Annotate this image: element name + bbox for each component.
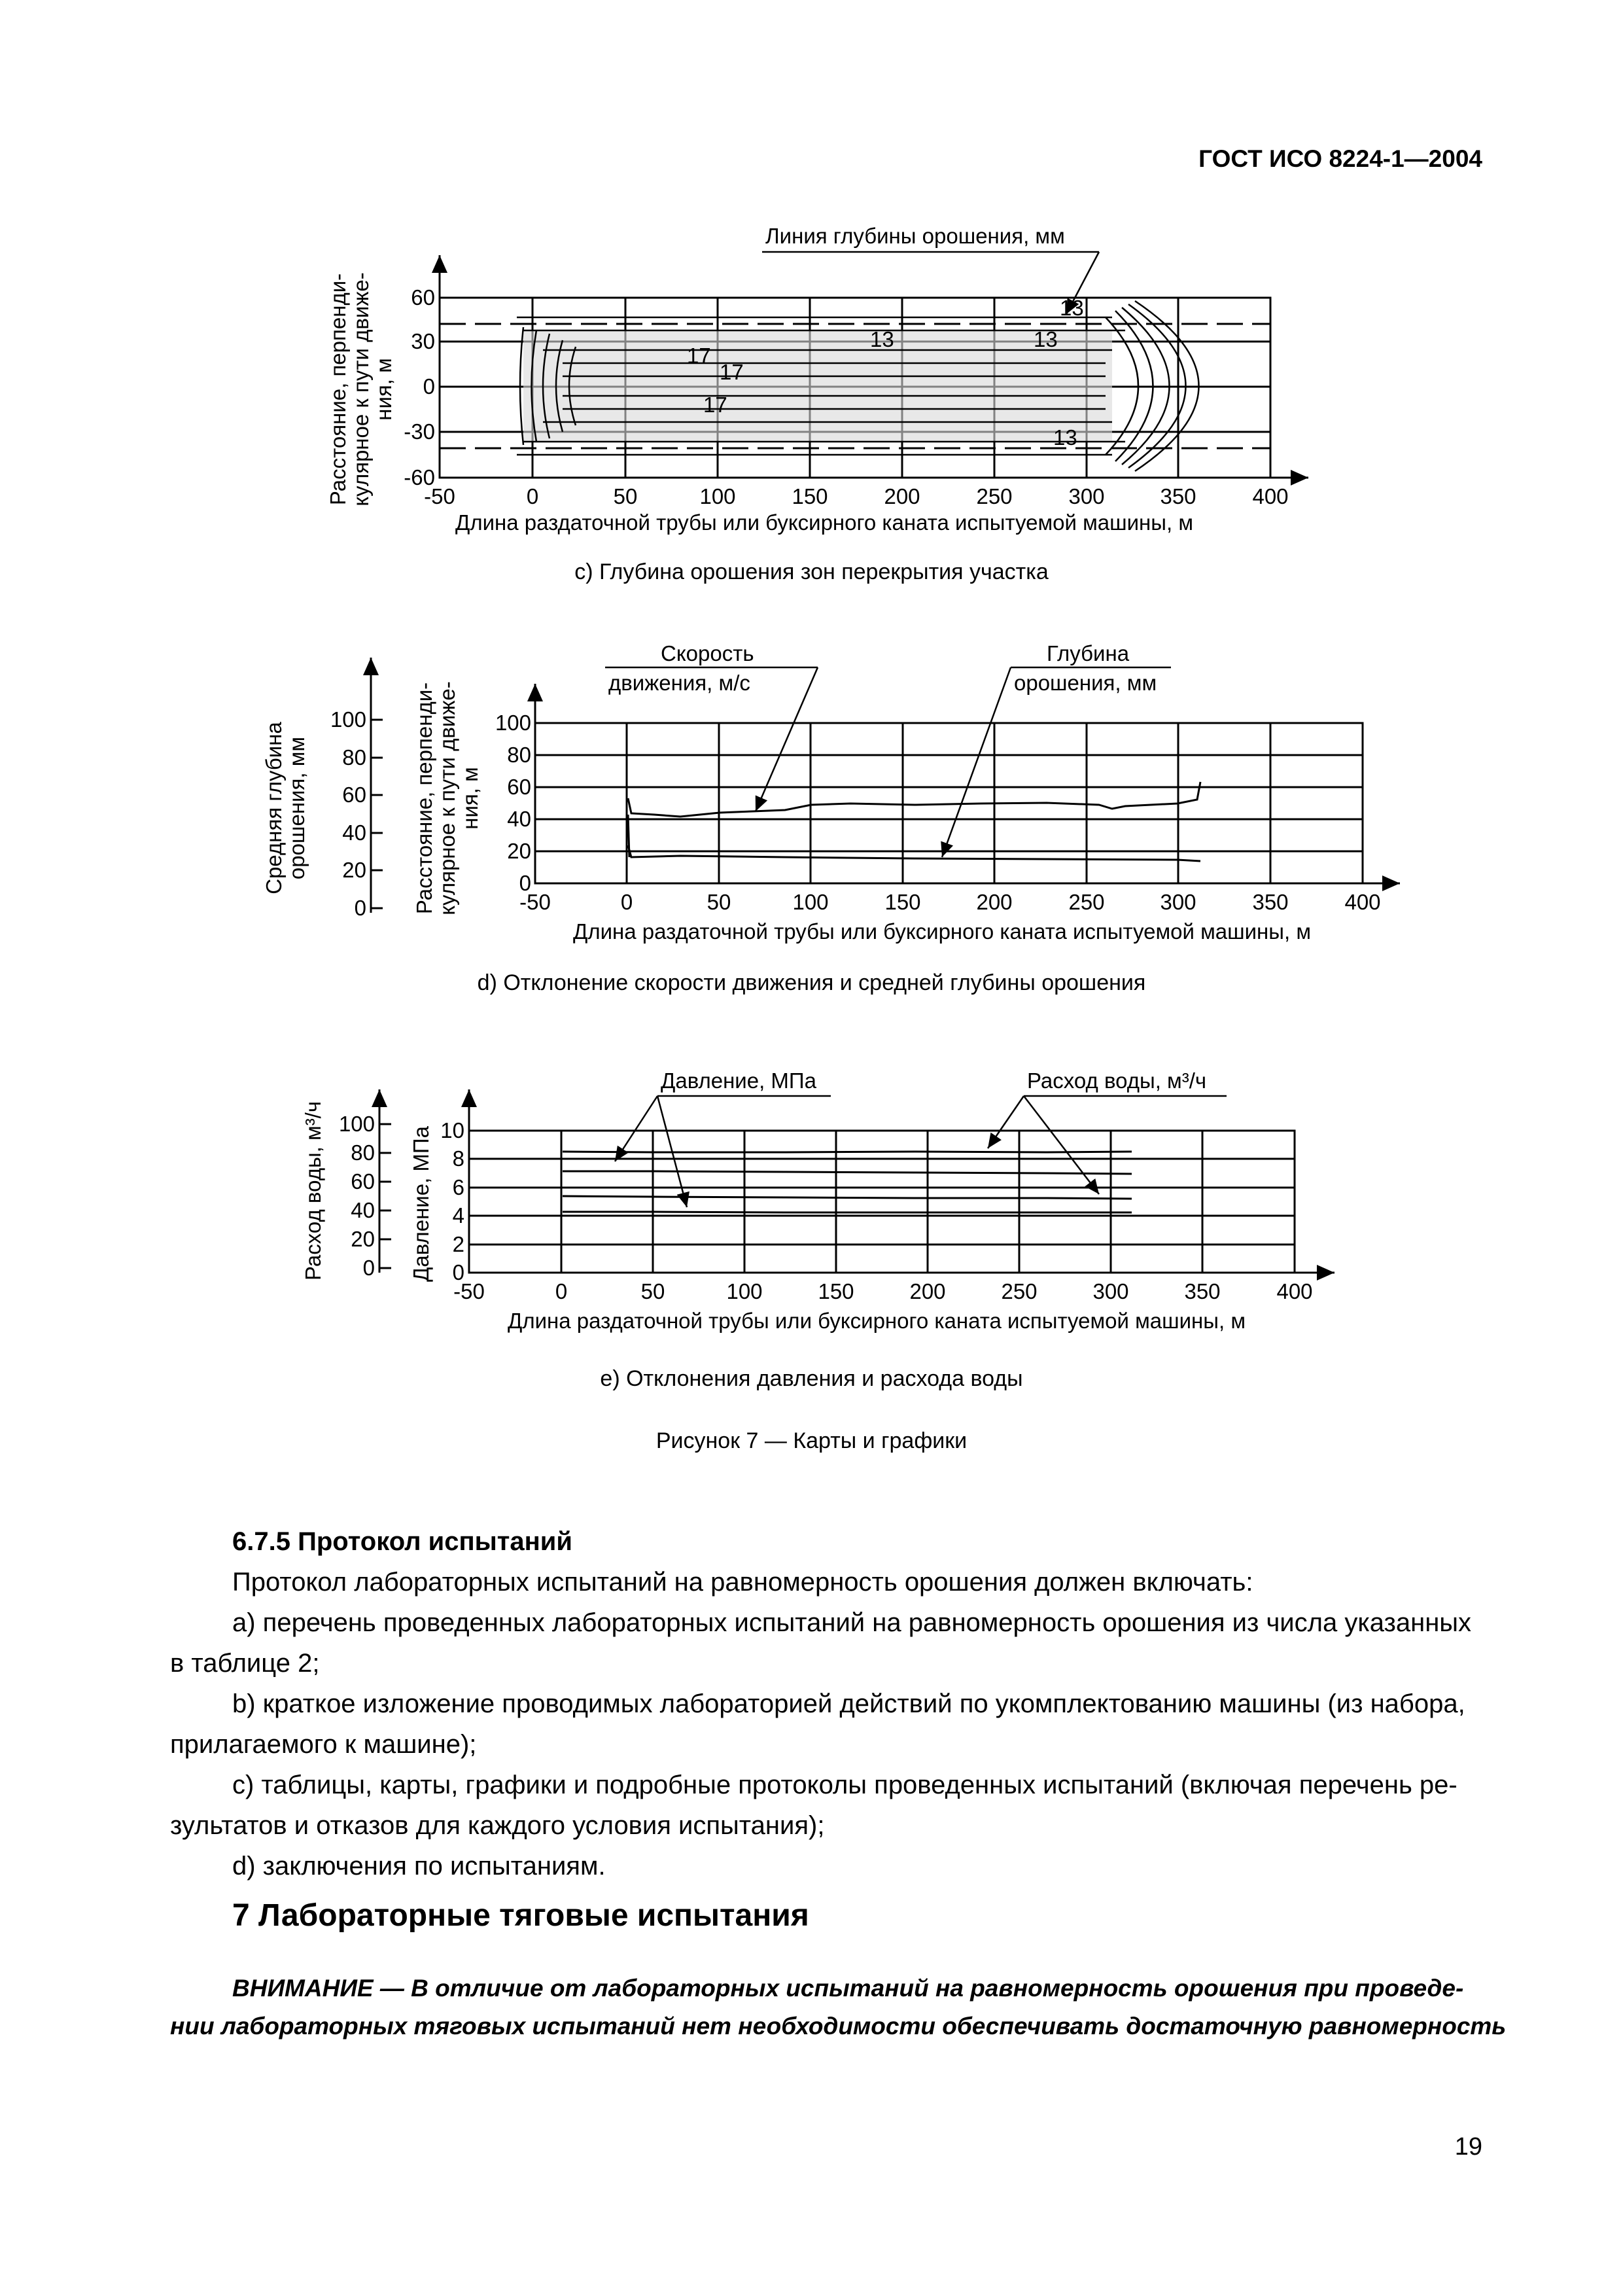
ytick: 10 (440, 1118, 464, 1142)
ytick: 6 (452, 1175, 464, 1199)
xtick: 0 (555, 1279, 568, 1303)
x-axis-label: Длина раздаточной трубы или буксирного каната испытуемой машины, м (572, 919, 1312, 944)
ytick: 30 (411, 329, 435, 353)
ytick: -30 (404, 419, 435, 444)
list-item (232, 1602, 1482, 1643)
section-heading: 6.7.5 Протокол испытаний (232, 1527, 572, 1556)
xtick: 0 (620, 890, 633, 914)
ytick: 0 (423, 374, 435, 398)
xtick: 50 (613, 484, 638, 508)
caption-panel-d: d) Отклонение скорости движения и средней глубины орошения (477, 970, 1146, 995)
callout-depth-line: Линия глубины орошения, мм (765, 224, 1065, 248)
panel-c-chart (326, 224, 1308, 535)
list-item-text: a) перечень проведенных лабораторных испытаний на равномерность орошения из числа указанных (232, 1608, 1472, 1637)
contour-label: 17 (720, 360, 744, 384)
x-axis-label: Длина раздаточной трубы или буксирного каната испытуемой машины, м (507, 1309, 1246, 1333)
xtick: 350 (1184, 1279, 1221, 1303)
ytick: 60 (351, 1169, 375, 1193)
xtick: 250 (976, 484, 1013, 508)
ytick: 60 (411, 285, 435, 309)
xtick: -50 (453, 1279, 485, 1303)
y-axis-label-right: ния, м (458, 767, 482, 830)
xtick: 350 (1252, 890, 1289, 914)
xtick: 100 (792, 890, 829, 914)
callout-depth: Глубина (1047, 641, 1130, 665)
y-axis-label-left: орошения, мм (285, 736, 309, 880)
xtick: 200 (976, 890, 1013, 914)
xtick: 250 (1001, 1279, 1038, 1303)
xtick: 250 (1068, 890, 1105, 914)
contour-label: 13 (1034, 327, 1058, 351)
page-number: 19 (1454, 2133, 1482, 2161)
xtick: -50 (519, 890, 551, 914)
xtick: 100 (726, 1279, 763, 1303)
xtick: 200 (884, 484, 920, 508)
x-axis-label: Длина раздаточной трубы или буксирного каната испытуемой машины, м (455, 510, 1194, 535)
y-axis-label-left: Расход воды, м³/ч (301, 1101, 325, 1281)
contour-label: 17 (703, 393, 727, 417)
panel-e-chart (301, 1069, 1335, 1333)
paragraph: Протокол лабораторных испытаний на равномерность орошения должен включать: (232, 1568, 1253, 1597)
caption-panel-e: e) Отклонения давления и расхода воды (600, 1366, 1023, 1391)
y-axis-label: Расстояние, перпенди- (326, 273, 350, 506)
document-id: ГОСТ ИСО 8224-1—2004 (1198, 145, 1482, 172)
ytick: 40 (342, 821, 366, 845)
callout-depth: орошения, мм (1014, 671, 1157, 695)
ytick: 100 (495, 711, 531, 735)
xtick: 300 (1092, 1279, 1129, 1303)
ytick: 20 (507, 839, 531, 863)
callout-flow: Расход воды, м³/ч (1027, 1069, 1207, 1093)
xtick: 0 (526, 484, 539, 508)
list-item-continuation: зультатов и отказов для каждого условия испытания); (170, 1811, 825, 1840)
list-item: d) заключения по испытаниям. (232, 1852, 606, 1881)
figure-title: Рисунок 7 — Карты и графики (655, 1428, 968, 1453)
contour-label: 13 (1053, 425, 1077, 450)
list-item-continuation: в таблице 2; (170, 1649, 320, 1678)
xtick: 50 (707, 890, 731, 914)
xtick: 400 (1252, 484, 1289, 508)
xtick: -50 (424, 484, 455, 508)
list-item: c) таблицы, карты, графики и подробные протоколы проведенных испытаний (включая перечень ре- (232, 1771, 1457, 1799)
ytick: 60 (342, 783, 366, 807)
xtick: 150 (884, 890, 921, 914)
panel-d-chart (262, 641, 1400, 944)
ytick: 0 (519, 871, 531, 895)
callout-speed: Скорость (661, 641, 754, 665)
xtick: 300 (1068, 484, 1105, 508)
y-axis-label-right: кулярное к пути движе- (435, 681, 459, 915)
y-axis-label-right: Расстояние, перпенди- (412, 682, 436, 915)
ytick: 40 (351, 1198, 375, 1222)
ytick: 80 (342, 745, 366, 769)
y-axis-label-left: Средняя глубина (262, 722, 286, 894)
xtick: 400 (1276, 1279, 1313, 1303)
ytick: -60 (404, 465, 435, 489)
ytick: 8 (452, 1146, 464, 1171)
xtick: 150 (792, 484, 828, 508)
y-axis-label: кулярное к пути движе- (349, 272, 373, 506)
ytick: 0 (362, 1256, 375, 1280)
ytick: 100 (330, 707, 366, 732)
warning-line: ВНИМАНИЕ — В отличие от лабораторных испытаний на равномерность орошения при проведе- (232, 1975, 1464, 2002)
caption-panel-c: c) Глубина орошения зон перекрытия участка (574, 559, 1049, 584)
ytick: 100 (338, 1112, 375, 1136)
ytick: 4 (452, 1203, 464, 1227)
ytick: 20 (342, 858, 366, 882)
xtick: 150 (818, 1279, 854, 1303)
warning-line: нии лабораторных тяговых испытаний нет необходимости обеспечивать достаточную равномерность (170, 2013, 1507, 2040)
xtick: 350 (1160, 484, 1196, 508)
ytick: 0 (354, 896, 366, 920)
list-item-continuation: прилагаемого к машине); (170, 1730, 477, 1759)
list-item: b) краткое изложение проводимых лабораторией действий по укомплектованию машины (из набора, (232, 1689, 1465, 1718)
section-heading: 7 Лабораторные тяговые испытания (232, 1898, 809, 1933)
ytick: 20 (351, 1227, 375, 1251)
contour-label: 13 (1060, 296, 1084, 320)
y-axis-label-right: Давление, МПа (409, 1126, 433, 1282)
xtick: 400 (1344, 890, 1381, 914)
ytick: 40 (507, 807, 531, 831)
contour-label: 13 (870, 327, 894, 351)
callout-pressure: Давление, МПа (661, 1069, 816, 1093)
y-axis-label: ния, м (372, 358, 396, 421)
contour-label: 17 (687, 344, 711, 368)
xtick: 100 (699, 484, 736, 508)
xtick: 300 (1160, 890, 1196, 914)
ytick: 60 (507, 775, 531, 799)
xtick: 50 (640, 1279, 665, 1303)
ytick: 80 (351, 1140, 375, 1165)
xtick: 200 (909, 1279, 946, 1303)
ytick: 0 (452, 1260, 464, 1284)
ytick: 2 (452, 1232, 464, 1256)
callout-speed: движения, м/с (608, 671, 750, 695)
ytick: 80 (507, 743, 531, 767)
